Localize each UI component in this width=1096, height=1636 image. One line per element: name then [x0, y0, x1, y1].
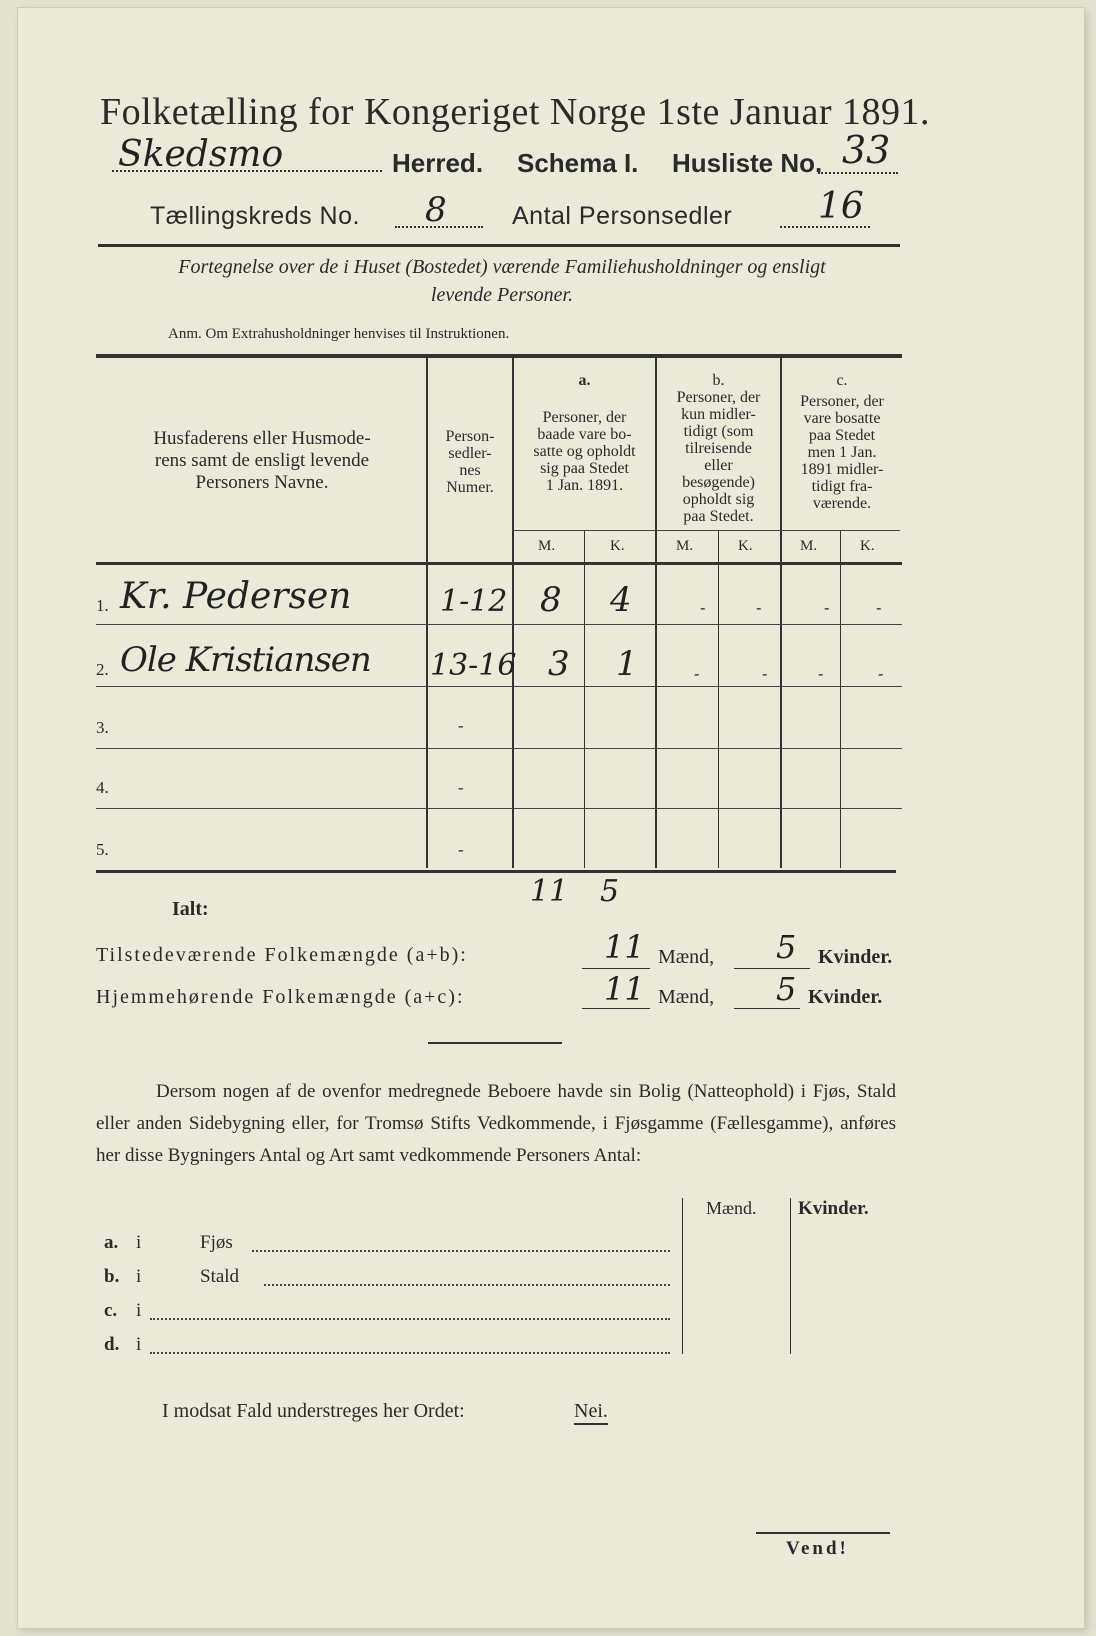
- row-sedler: 1-12: [440, 584, 508, 619]
- col-names-header-line: Personers Navne.: [195, 472, 329, 493]
- row-number: 2.: [96, 660, 109, 679]
- item-letter: b.: [104, 1266, 120, 1287]
- mk-rule: [512, 530, 900, 531]
- col-num-header-line: nes: [459, 462, 481, 479]
- hjemme-k: 5: [776, 970, 797, 1008]
- col-c-header-line: vare bosatte: [803, 410, 881, 427]
- tilstede-k-line: [734, 968, 810, 969]
- divider-b-mk: [718, 530, 719, 868]
- col-a-header-line: satte og opholdt: [533, 443, 636, 460]
- row-c-k: -: [876, 598, 882, 617]
- husliste-dotted-line: [818, 172, 898, 174]
- bottom-paragraph: Dersom nogen af de ovenfor medregnede Beboere havde sin Bolig (Natteophold) i Fjøs, Stald eller anden Sidebygning eller, for Tromsø Stifts Vedkommende, i Fjøsgamme (Fællesgamme), anføres her disse Bygningers Antal og Art samt vedkommende Personers Antal:: [96, 1081, 896, 1166]
- hjemme-m: 11: [604, 970, 645, 1008]
- intro-line-2: levende Personer.: [430, 284, 574, 306]
- col-c-header-line: 1891 midler-: [800, 461, 884, 478]
- b-m-label: M.: [676, 538, 694, 554]
- col-a-header: [514, 372, 655, 494]
- col-c-header-line: værende.: [812, 495, 872, 512]
- item-i: i: [136, 1334, 142, 1355]
- row-sedler: -: [458, 778, 464, 797]
- col-c-header-line: paa Stedet: [808, 427, 876, 444]
- hjemme-k-line: [734, 1008, 800, 1009]
- tilstede-m: 11: [604, 928, 645, 966]
- item-letter: c.: [104, 1300, 118, 1321]
- hjemme-label: Hjemmehørende Folkemængde (a+c):: [96, 986, 465, 1008]
- col-num-header-line: sedler-: [448, 445, 492, 462]
- row-a-k: 4: [610, 580, 632, 620]
- col-b-header-line: besøgende): [682, 474, 755, 491]
- ialt-k: 5: [600, 874, 620, 909]
- row-number: 4.: [96, 778, 109, 797]
- modsat-text: I modsat Fald understreges her Ordet:: [162, 1400, 465, 1422]
- row-rule: [96, 748, 902, 749]
- col-names-header: [104, 428, 420, 494]
- col-c-header-line: tidigt fra-: [811, 478, 873, 495]
- col-b-header-line: tidigt (som: [683, 423, 754, 440]
- herred-name: Skedsmo: [118, 134, 284, 175]
- tilstede-label: Tilstedeværende Folkemængde (a+b):: [96, 944, 468, 966]
- item-i: i: [136, 1266, 142, 1287]
- col-num-header-line: Person-: [445, 428, 495, 445]
- col-c-header-line: men 1 Jan.: [807, 444, 877, 461]
- row-a-m: 8: [540, 580, 562, 620]
- col-b-header-line: paa Stedet.: [683, 508, 754, 525]
- schema-label: Schema I.: [517, 148, 639, 178]
- divider-a-mk: [584, 530, 585, 868]
- col-a-letter: a.: [578, 372, 591, 389]
- col-b-header-line: opholdt sig: [682, 491, 755, 508]
- row-c-k: -: [878, 664, 884, 683]
- hjemme-m-line: [582, 1008, 650, 1009]
- bottom-divider-2: [790, 1198, 791, 1354]
- row-number: 5.: [96, 840, 109, 859]
- tilstede-m-line: [582, 968, 650, 969]
- item-label: Stald: [200, 1266, 240, 1287]
- header-rule: [98, 244, 900, 247]
- row-name: Ole Kristiansen: [120, 640, 371, 680]
- row-b-k: -: [756, 598, 762, 617]
- tilstede-kvinder: Kvinder.: [818, 946, 893, 968]
- row-c-m: -: [818, 664, 824, 683]
- col-b-header-line: eller: [704, 457, 733, 474]
- row-number: 1.: [96, 596, 109, 615]
- col-a-header-line: 1 Jan. 1891.: [545, 477, 624, 494]
- row-rule: [96, 808, 902, 809]
- nei-word: Nei.: [574, 1400, 608, 1425]
- intro-line-1: Fortegnelse over de i Huset (Bostedet) værende Familiehusholdninger og ensligt: [178, 256, 826, 278]
- row-rule: [96, 686, 902, 687]
- col-b-header: [657, 372, 780, 525]
- section-divider: [428, 1042, 562, 1044]
- form-title: Folketælling for Kongeriget Norge 1ste Januar 1891.: [100, 91, 931, 133]
- col-a-header-line: sig paa Stedet: [540, 460, 629, 477]
- kreds-number: 8: [425, 190, 447, 230]
- husliste-label: Husliste No.: [672, 148, 823, 178]
- col-a-header-line: Personer, der: [542, 409, 627, 426]
- col-c-header-line: Personer, der: [800, 393, 884, 410]
- row-sedler: -: [458, 716, 464, 735]
- ialt-label: Ialt:: [172, 898, 209, 920]
- c-k-label: K.: [860, 538, 875, 554]
- col-b-header-line: tilreisende: [685, 440, 752, 457]
- col-b-letter: b.: [712, 372, 725, 389]
- row-name: Kr. Pedersen: [120, 576, 352, 617]
- census-form-sheet: [18, 8, 1084, 1628]
- item-i: i: [136, 1300, 142, 1321]
- col-c-letter: c.: [836, 372, 848, 389]
- row-b-m: -: [694, 664, 700, 683]
- item-leader: [150, 1318, 670, 1320]
- b-k-label: K.: [738, 538, 753, 554]
- hjemme-kvinder: Kvinder.: [808, 986, 883, 1008]
- tilstede-k: 5: [776, 928, 797, 966]
- vend-text: Vend!: [786, 1538, 849, 1559]
- item-i: i: [136, 1232, 142, 1253]
- row-a-k: 1: [616, 644, 638, 684]
- row-c-m: -: [824, 598, 830, 617]
- tilstede-maend: Mænd,: [658, 946, 715, 968]
- vend-rule: [756, 1532, 890, 1534]
- personsedler-number: 16: [818, 186, 864, 227]
- col-b-header-line: kun midler-: [681, 406, 756, 423]
- col-a-header-line: baade vare bo-: [537, 426, 632, 443]
- col-names-header-line: rens samt de ensligt levende: [154, 450, 370, 471]
- bottom-kvinder-head: Kvinder.: [798, 1198, 869, 1219]
- item-leader: [264, 1284, 670, 1286]
- col-num-header: [428, 428, 512, 496]
- row-rule: [96, 624, 902, 625]
- husliste-number: 33: [842, 128, 891, 172]
- divider-c-mk: [840, 530, 841, 868]
- col-names-header-line: Husfaderens eller Husmode-: [153, 428, 371, 449]
- row-sedler: 13-16: [430, 648, 517, 683]
- a-m-label: M.: [538, 538, 556, 554]
- row-a-m: 3: [548, 644, 570, 684]
- a-k-label: K.: [610, 538, 625, 554]
- hjemme-maend: Mænd,: [658, 986, 715, 1008]
- bottom-maend-head: Mænd.: [706, 1198, 757, 1218]
- kreds-label: Tællingskreds No.: [150, 202, 360, 230]
- col-c-header: [782, 372, 902, 512]
- herred-label: Herred.: [392, 148, 484, 178]
- ialt-m: 11: [530, 874, 569, 909]
- row-number: 3.: [96, 718, 109, 737]
- row-sedler: -: [458, 840, 464, 859]
- table-bottom-rule: [96, 870, 896, 873]
- c-m-label: M.: [800, 538, 818, 554]
- personsedler-label: Antal Personsedler: [512, 202, 733, 230]
- bottom-divider-1: [682, 1198, 683, 1354]
- col-b-header-line: Personer, der: [676, 389, 761, 406]
- item-leader: [150, 1352, 670, 1354]
- item-letter: d.: [104, 1334, 120, 1355]
- col-num-header-line: Numer.: [446, 479, 494, 496]
- item-label: Fjøs: [200, 1232, 233, 1253]
- anm-note: Anm. Om Extrahusholdninger henvises til Instruktionen.: [168, 326, 510, 342]
- row-b-k: -: [762, 664, 768, 683]
- item-leader: [252, 1250, 670, 1252]
- row-b-m: -: [700, 598, 706, 617]
- item-letter: a.: [104, 1232, 119, 1253]
